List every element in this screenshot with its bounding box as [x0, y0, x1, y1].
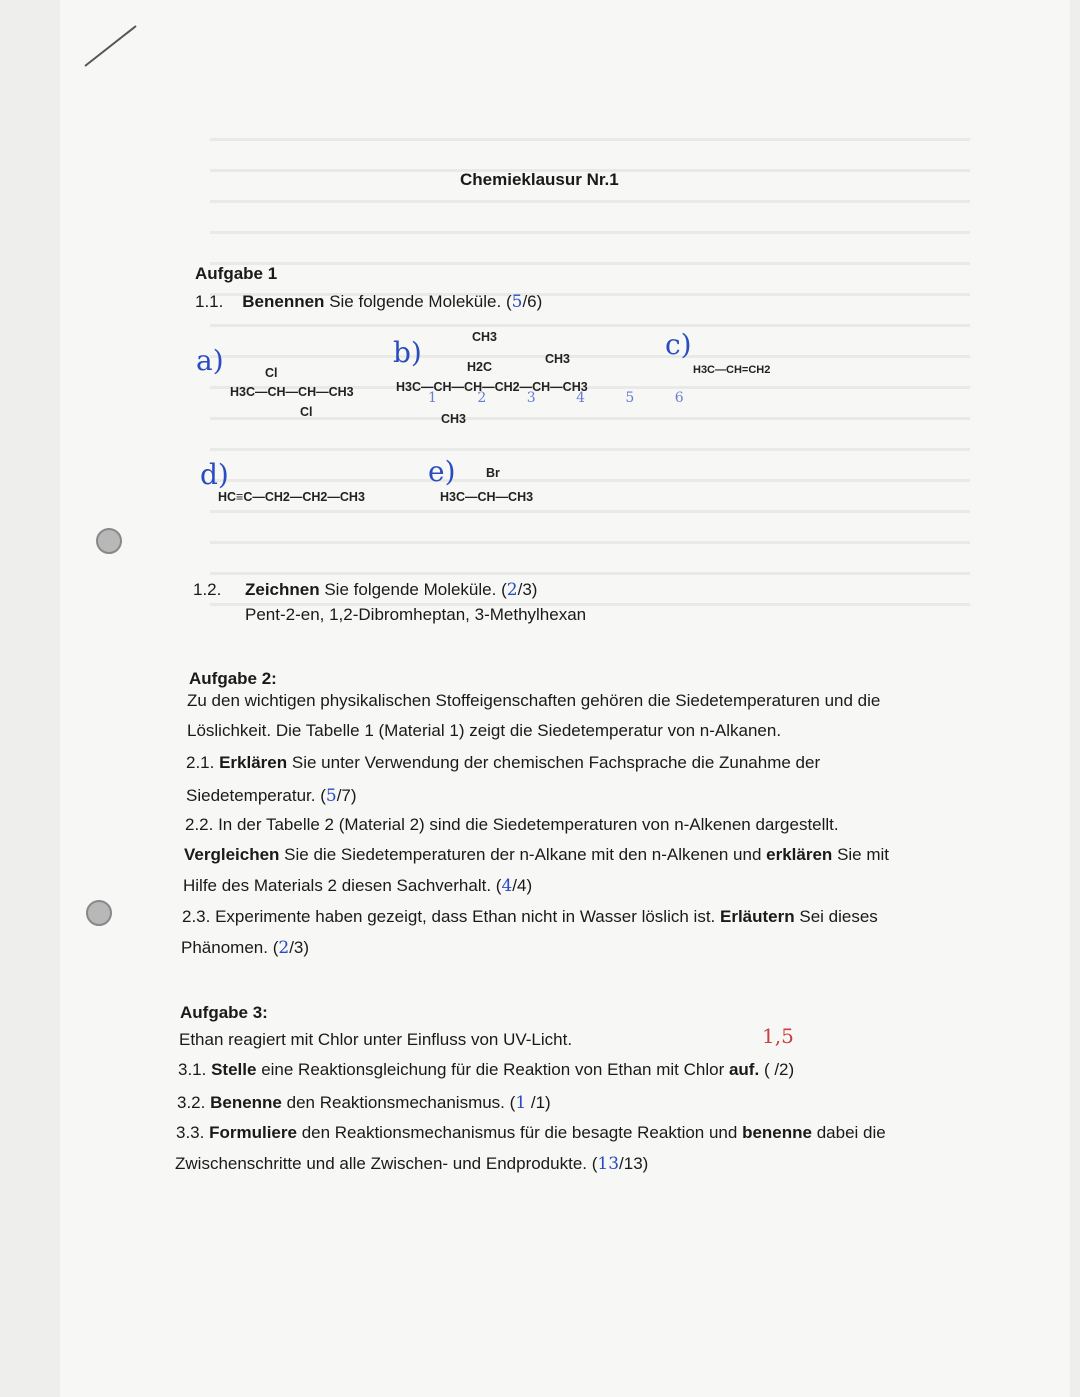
question-1-2-list: Pent-2-en, 1,2-Dibromheptan, 3-Methylhexan	[245, 605, 587, 624]
molecule-b-chain: H3C—CH—CH—CH2—CH—CH3	[396, 380, 588, 394]
question-3-3-line2: Zwischenschritte und alle Zwischen- und Endprodukte. (13/13)	[175, 1154, 649, 1174]
punch-hole-icon	[86, 900, 112, 926]
hand-score: 2	[506, 580, 518, 600]
pencil-mark-icon	[80, 22, 140, 72]
hand-score-total: 1,5	[762, 1024, 794, 1048]
molecule-d-chain: HC≡C—CH2—CH2—CH3	[218, 490, 365, 504]
task2-intro-line2: Löslichkeit. Die Tabelle 1 (Material 1) zeigt die Siedetemperatur von n-Alkanen.	[187, 721, 782, 740]
question-2-2-line2: Vergleichen Sie die Siedetemperaturen der n-Alkane mit den n-Alkenen und erklären Sie mit	[184, 845, 890, 864]
molecule-a-chain: H3C—CH—CH—CH3	[230, 385, 354, 399]
task1-heading: Aufgabe 1	[195, 264, 278, 283]
question-3-3-line1: 3.3. Formuliere den Reaktionsmechanismus für die besagte Reaktion und benenne dabei die	[176, 1123, 886, 1142]
question-2-3-line2: Phänomen. (2/3)	[181, 938, 310, 958]
molecule-e-substituent-top: Br	[486, 466, 500, 480]
question-3-2: 3.2. Benenne den Reaktionsmechanismus. (1 /1)	[177, 1093, 551, 1113]
question-3-1: 3.1. Stelle eine Reaktionsgleichung für die Reaktion von Ethan mit Chlor auf. ( /2)	[178, 1060, 795, 1079]
task2-heading: Aufgabe 2:	[189, 669, 277, 688]
question-1-2: 1.2. Zeichnen Sie folgende Moleküle. (2/3)	[193, 580, 538, 600]
hand-score: 4	[501, 876, 513, 896]
molecule-c-label: c)	[665, 328, 692, 361]
hand-score: 5	[511, 292, 523, 312]
molecule-b-top1: CH3	[472, 330, 498, 344]
molecule-b-top-right: CH3	[545, 352, 571, 366]
hand-score: 5	[325, 786, 337, 806]
hand-score: 1	[515, 1093, 527, 1113]
question-2-2-line3: Hilfe des Materials 2 diesen Sachverhalt. (4/4)	[183, 876, 533, 896]
question-2-1: 2.1. Erklären Sie unter Verwendung der chemischen Fachsprache die Zunahme der	[186, 753, 821, 772]
question-1-1: 1.1. Benennen Sie folgende Moleküle. (5/6)	[195, 292, 543, 312]
task3-heading: Aufgabe 3:	[180, 1003, 268, 1022]
molecule-a-substituent-top: Cl	[265, 366, 278, 380]
task2-intro-line1: Zu den wichtigen physikalischen Stoffeigenschaften gehören die Siedetemperaturen und die	[187, 691, 881, 710]
molecule-b-top2: H2C	[467, 360, 493, 374]
molecule-a-substituent-bottom: Cl	[300, 405, 313, 419]
molecule-b-numbering: 1 2 3 4 5 6	[428, 390, 702, 406]
question-2-1-line2: Siedetemperatur. (5/7)	[186, 786, 357, 806]
hand-score: 13	[597, 1154, 620, 1174]
molecule-d-label: d)	[200, 458, 229, 491]
punch-hole-icon	[96, 528, 122, 554]
molecule-e-label: e)	[428, 455, 456, 488]
hand-score: 2	[278, 938, 290, 958]
molecule-a-label: a)	[196, 344, 224, 377]
molecule-b-label: b)	[393, 336, 422, 369]
bleed-through	[210, 110, 970, 1010]
task3-intro: Ethan reagiert mit Chlor unter Einfluss von UV-Licht.	[179, 1030, 573, 1049]
molecule-c-chain: H3C—CH=CH2	[693, 364, 771, 376]
molecule-b-bottom: CH3	[441, 412, 467, 426]
question-2-2-line1: 2.2. In der Tabelle 2 (Material 2) sind die Siedetemperaturen von n-Alkenen dargestellt.	[185, 815, 839, 834]
page-title: Chemieklausur Nr.1	[460, 170, 619, 189]
question-2-3-line1: 2.3. Experimente haben gezeigt, dass Ethan nicht in Wasser löslich ist. Erläutern Sei dieses	[182, 907, 878, 926]
molecule-e-chain: H3C—CH—CH3	[440, 490, 534, 504]
